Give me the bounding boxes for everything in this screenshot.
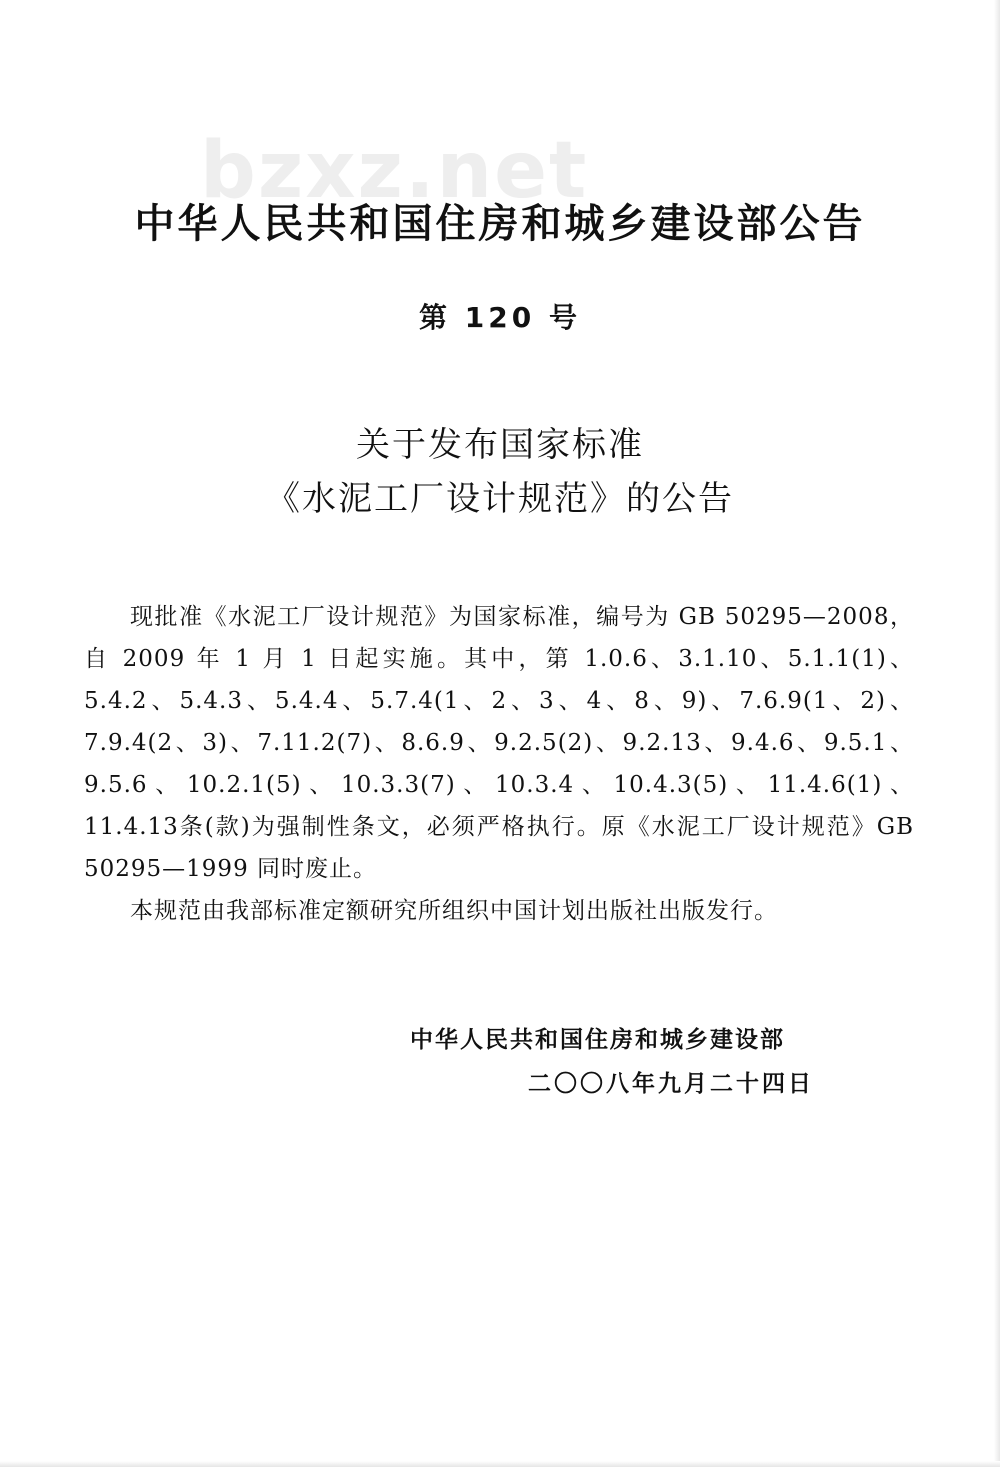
subject-line-1: 关于发布国家标准 [356, 425, 644, 465]
body-paragraph-1: 现批准《水泥工厂设计规范》为国家标准，编号为 GB 50295—2008，自 2009 年 1 月 1 日起实施。其中，第 1.0.6、3.1.10、5.1.1(1)、5.4.2、5.4.3、5.4.4、5.7.4(1、2、3、4、8、9)、7.6.9(1、2)、7.9.4(2、3)、7.11.2(7)、8.6.9、9.2.5(2)、9.2.13、9.4.6、9.5.1、9.5.6、10.2.1(5)、10.3.3(7)、10.3.4、10.4.3(5)、11.4.6(1)、11.4.13条(款)为强制性条文，必须严格执行。原《水泥工厂设计规范》GB 50295—1999 同时废止。 [84, 604, 914, 882]
subject-line-2: 《水泥工厂设计规范》的公告 [266, 479, 734, 519]
announcement-body [84, 596, 914, 932]
page-edge-shadow-bottom [0, 1461, 1000, 1467]
watermark: bzxz.net [200, 126, 589, 216]
announcement-subject [0, 418, 1000, 526]
signature-organization: 中华人民共和国住房和城乡建设部 [410, 1027, 785, 1053]
signature-block [410, 1018, 850, 1106]
signature-date: 二〇〇八年九月二十四日 [528, 1071, 814, 1097]
ministry-title: 中华人民共和国住房和城乡建设部公告 [134, 201, 866, 247]
body-paragraph-2: 本规范由我部标准定额研究所组织中国计划出版社出版发行。 [130, 898, 778, 924]
notice-number: 第 120 号 [419, 301, 581, 334]
